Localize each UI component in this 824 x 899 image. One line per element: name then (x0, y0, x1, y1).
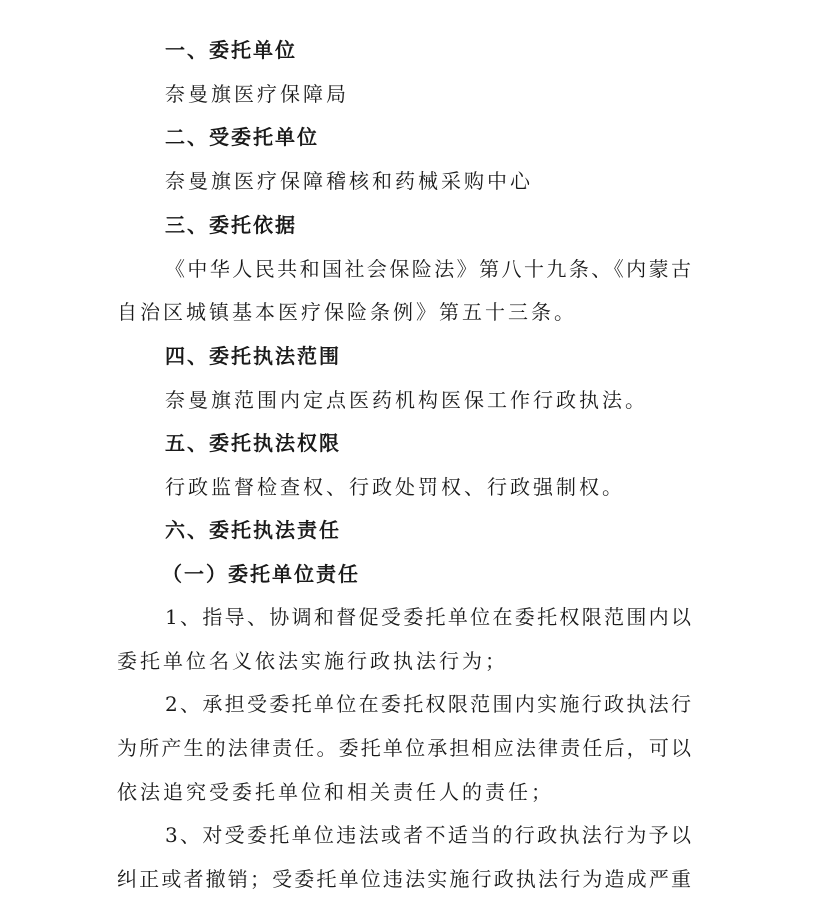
item-1-line-1: 1、指导、协调和督促受委托单位在委托权限范围内以 (165, 605, 691, 629)
section-heading-5: 五、委托执法权限 (165, 431, 341, 455)
item-2-line-3: 依法追究受委托单位和相关责任人的责任； (117, 780, 554, 804)
section-body-3-line-1: 《中华人民共和国社会保险法》第八十九条、《内蒙古 (165, 257, 691, 281)
section-heading-3: 三、委托依据 (165, 213, 297, 237)
section-heading-2: 二、受委托单位 (165, 125, 319, 149)
section-body-2: 奈曼旗医疗保障稽核和药械采购中心 (165, 169, 533, 193)
section-body-4: 奈曼旗范围内定点医药机构医保工作行政执法。 (165, 388, 648, 412)
section-heading-1: 一、委托单位 (165, 38, 297, 62)
item-2-line-1: 2、承担受委托单位在委托权限范围内实施行政执法行 (165, 692, 691, 716)
item-1-line-2: 委托单位名义依法实施行政执法行为； (117, 649, 508, 673)
section-body-5: 行政监督检查权、行政处罚权、行政强制权。 (165, 475, 625, 499)
section-body-1: 奈曼旗医疗保障局 (165, 82, 349, 106)
section-subheading-6-1: （一）委托单位责任 (162, 562, 360, 586)
section-heading-4: 四、委托执法范围 (165, 344, 341, 368)
item-3-line-2: 纠正或者撤销；受委托单位违法实施行政执法行为造成严重 (117, 867, 691, 891)
section-heading-6: 六、委托执法责任 (165, 518, 341, 542)
section-body-3-line-2: 自治区城镇基本医疗保险条例》第五十三条。 (117, 300, 577, 324)
item-2-line-2: 为所产生的法律责任。委托单位承担相应法律责任后，可以 (117, 736, 691, 760)
item-3-line-1: 3、对受委托单位违法或者不适当的行政执法行为予以 (165, 823, 691, 847)
